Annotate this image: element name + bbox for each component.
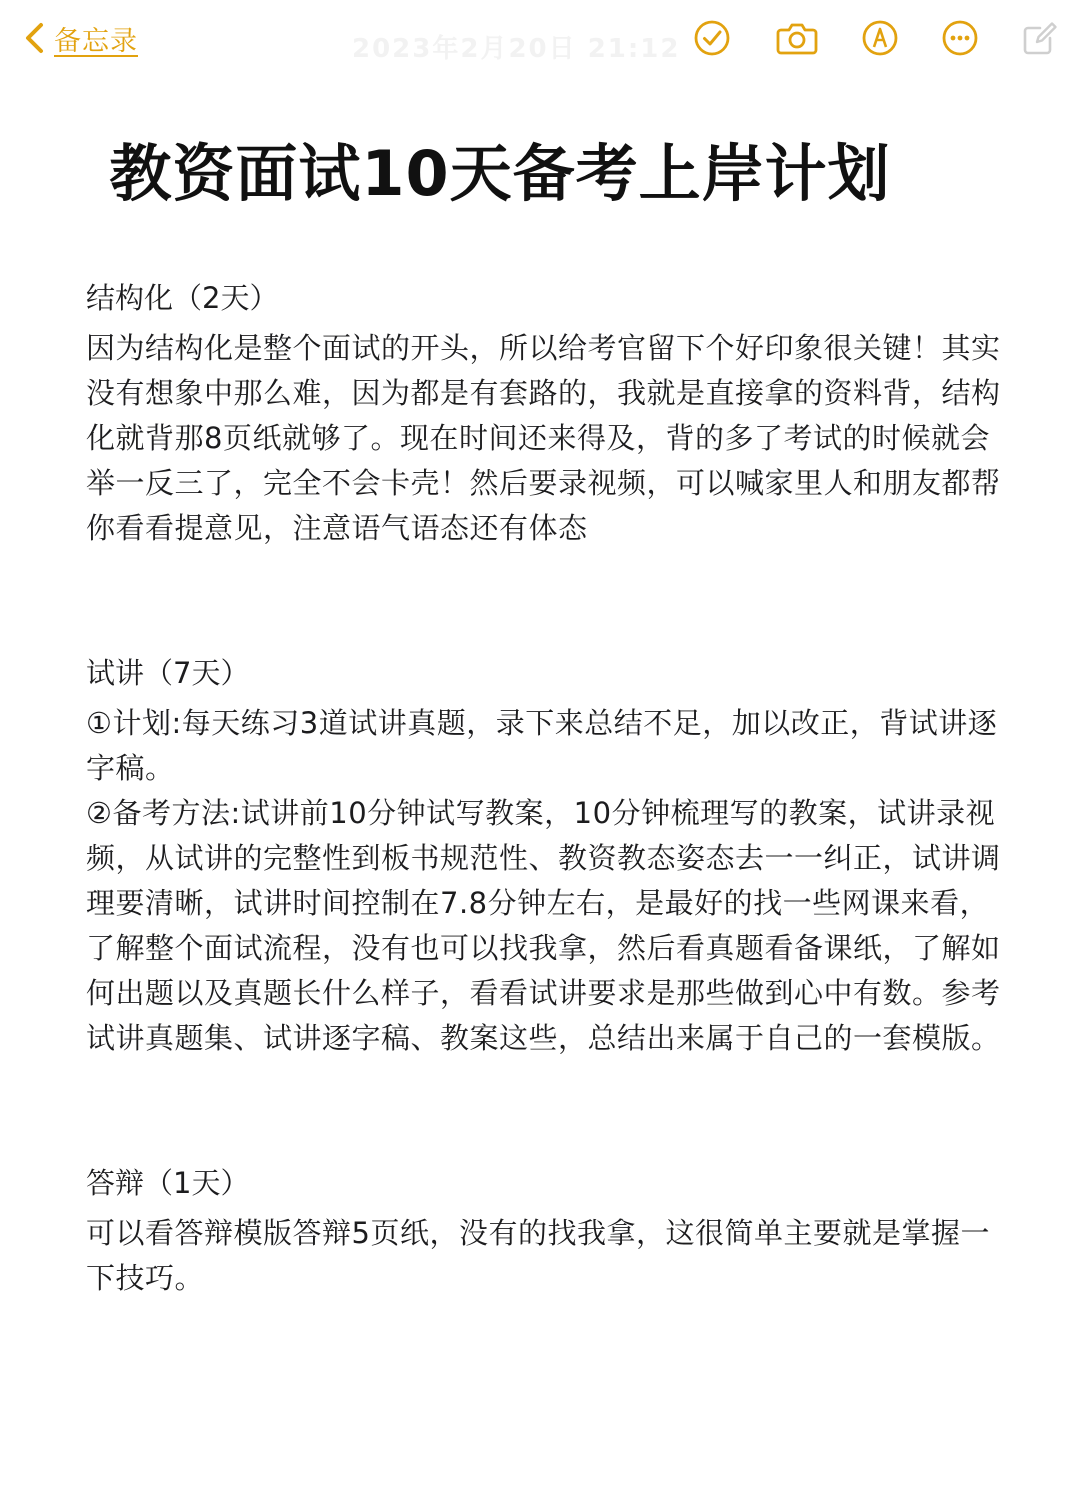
- section-paragraph: ②备考方法:试讲前10分钟试写教案，10分钟梳理写的教案，试讲录视频，从试讲的完整性到板书规范性、教资教态姿态去一一纠正，试讲调理要清晰，试讲时间控制在7.8分钟左右，是最好的找一些网课来看，了解整个面试流程，没有也可以找我拿，然后看真题看备课纸，了解如何出题以及真题长什么样子，看看试讲要求是那些做到心中有数。参考试讲真题集、试讲逐字稿、教案这些，总结出来属于自己的一套模版。: [86, 796, 1001, 1055]
- camera-icon: [775, 18, 819, 58]
- note-date: 2023年2月20日 21:12: [352, 34, 681, 64]
- note-title: 教资面试10天备考上岸计划: [109, 137, 891, 210]
- chevron-left-icon: [22, 21, 48, 55]
- camera-button[interactable]: [774, 16, 820, 60]
- markup-pen-icon: [860, 18, 900, 58]
- more-icon: [940, 18, 980, 58]
- back-label: 备忘录: [54, 25, 138, 57]
- nav-bar: [0, 0, 1080, 80]
- section-heading: 试讲（7天）: [86, 656, 250, 690]
- compose-button[interactable]: [1018, 16, 1062, 60]
- section-paragraph: ①计划:每天练习3道试讲真题，录下来总结不足，加以改正，背试讲逐字稿。: [86, 706, 998, 785]
- note-body[interactable]: [86, 276, 1006, 1301]
- more-button[interactable]: [938, 16, 982, 60]
- section-paragraph: 因为结构化是整个面试的开头，所以给考官留下个好印象很关键！其实没有想象中那么难，因为都是有套路的，我就是直接拿的资料背，结构化就背那8页纸就够了。现在时间还来得及，背的多了考试的时候就会举一反三了，完全不会卡壳！然后要录视频，可以喊家里人和朋友都帮你看看提意见，注意语气语态还有体态: [86, 331, 1001, 545]
- checklist-button[interactable]: [690, 16, 734, 60]
- section-defense: [86, 1161, 1006, 1301]
- section-paragraph: 可以看答辩模版答辩5页纸，没有的找我拿，这很简单主要就是掌握一下技巧。: [86, 1216, 990, 1295]
- section-heading: 答辩（1天）: [86, 1166, 250, 1200]
- section-structured: [86, 276, 1006, 551]
- section-teaching-demo: [86, 651, 1006, 1061]
- checklist-icon: [692, 18, 732, 58]
- compose-icon: [1020, 18, 1060, 58]
- back-button[interactable]: [22, 16, 138, 60]
- section-heading: 结构化（2天）: [86, 281, 279, 315]
- markup-button[interactable]: [858, 16, 902, 60]
